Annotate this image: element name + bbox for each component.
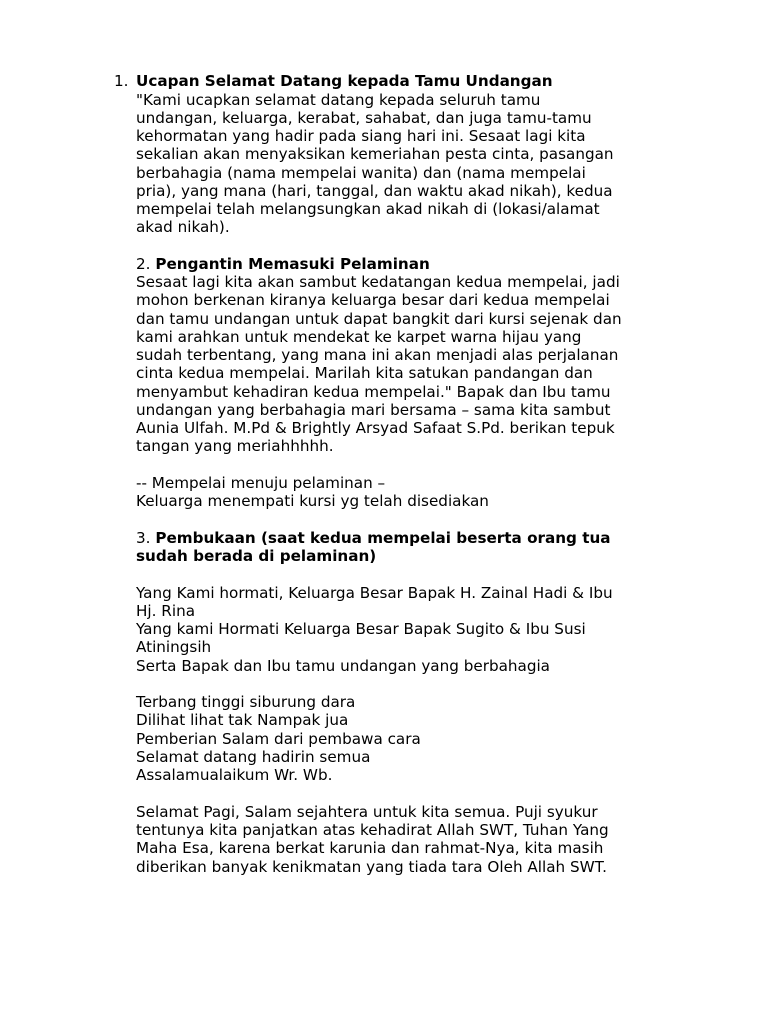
closing-line: tentunya kita panjatkan atas kehadirat Allah SWT, Tuhan Yang: [136, 821, 609, 839]
section-3-heading-cont: [136, 547, 376, 565]
section-1-line: mempelai telah melangsungkan akad nikah di (lokasi/alamat: [136, 200, 600, 218]
section-2-line: undangan yang berbahagia mari bersama – sama kita sambut: [136, 401, 611, 419]
section-1-heading-text: Ucapan Selamat Datang kepada Tamu Undangan: [136, 72, 553, 90]
section-2-heading-text: Pengantin Memasuki Pelaminan: [155, 255, 430, 273]
pantun-line: Terbang tinggi siburung dara: [136, 693, 356, 711]
section-3-heading-text: Pembukaan (saat kedua mempelai beserta orang tua: [155, 529, 611, 547]
section-2-line: mohon berkenan kiranya keluarga besar dari kedua mempelai: [136, 291, 610, 309]
section-2-line: menyambut kehadiran kedua mempelai." Bapak dan Ibu tamu: [136, 383, 611, 401]
section-2-line: dan tamu undangan untuk dapat bangkit dari kursi sejenak dan: [136, 310, 622, 328]
greeting-line: Yang kami Hormati Keluarga Besar Bapak Sugito & Ibu Susi: [136, 620, 586, 638]
section-3-heading-text: sudah berada di pelaminan): [136, 547, 377, 565]
section-1-line: sekalian akan menyaksikan kemeriahan pesta cinta, pasangan: [136, 145, 614, 163]
section-1-line: kehormatan yang hadir pada siang hari ini. Sesaat lagi kita: [136, 127, 586, 145]
pantun-line: Dilihat lihat tak Nampak jua: [136, 711, 349, 729]
pantun-line: Assalamualaikum Wr. Wb.: [136, 766, 333, 784]
section-2-line: kami arahkan untuk mendekat ke karpet warna hijau yang: [136, 328, 582, 346]
section-3-heading: [136, 529, 611, 547]
section-2-line: tangan yang meriahhhhh.: [136, 437, 334, 455]
greeting-line: Hj. Rina: [136, 602, 195, 620]
greeting-line: Yang Kami hormati, Keluarga Besar Bapak H. Zainal Hadi & Ibu: [136, 584, 613, 602]
closing-line: Selamat Pagi, Salam sejahtera untuk kita semua. Puji syukur: [136, 803, 598, 821]
section-2-line: cinta kedua mempelai. Marilah kita satukan pandangan dan: [136, 364, 593, 382]
section-1-line: pria), yang mana (hari, tanggal, dan waktu akad nikah), kedua: [136, 182, 613, 200]
section-1-heading: [136, 72, 553, 90]
greeting-line: Serta Bapak dan Ibu tamu undangan yang berbahagia: [136, 657, 550, 675]
closing-line: diberikan banyak kenikmatan yang tiada tara Oleh Allah SWT.: [136, 858, 607, 876]
section-2-line: sudah terbentang, yang mana ini akan menjadi alas perjalanan: [136, 346, 619, 364]
section-2-number: 2.: [136, 255, 151, 273]
pantun-line: Pemberian Salam dari pembawa cara: [136, 730, 421, 748]
section-3-number: 3.: [136, 529, 151, 547]
pantun-line: Selamat datang hadirin semua: [136, 748, 371, 766]
section-1-line: berbahagia (nama mempelai wanita) dan (nama mempelai: [136, 164, 586, 182]
section-2-note-line: -- Mempelai menuju pelaminan –: [136, 474, 386, 492]
section-2-heading: [136, 255, 430, 273]
section-2-note-line: Keluarga menempati kursi yg telah disediakan: [136, 492, 489, 510]
section-1-line: "Kami ucapkan selamat datang kepada seluruh tamu: [136, 91, 541, 109]
closing-line: Maha Esa, karena berkat karunia dan rahmat-Nya, kita masih: [136, 839, 604, 857]
section-2-line: Aunia Ulfah. M.Pd & Brightly Arsyad Safaat S.Pd. berikan tepuk: [136, 419, 615, 437]
greeting-line: Atiningsih: [136, 638, 212, 656]
section-1-number: 1.: [114, 72, 129, 90]
section-1-line: undangan, keluarga, kerabat, sahabat, dan juga tamu-tamu: [136, 109, 592, 127]
section-1-line: akad nikah).: [136, 218, 230, 236]
section-2-line: Sesaat lagi kita akan sambut kedatangan kedua mempelai, jadi: [136, 273, 620, 291]
